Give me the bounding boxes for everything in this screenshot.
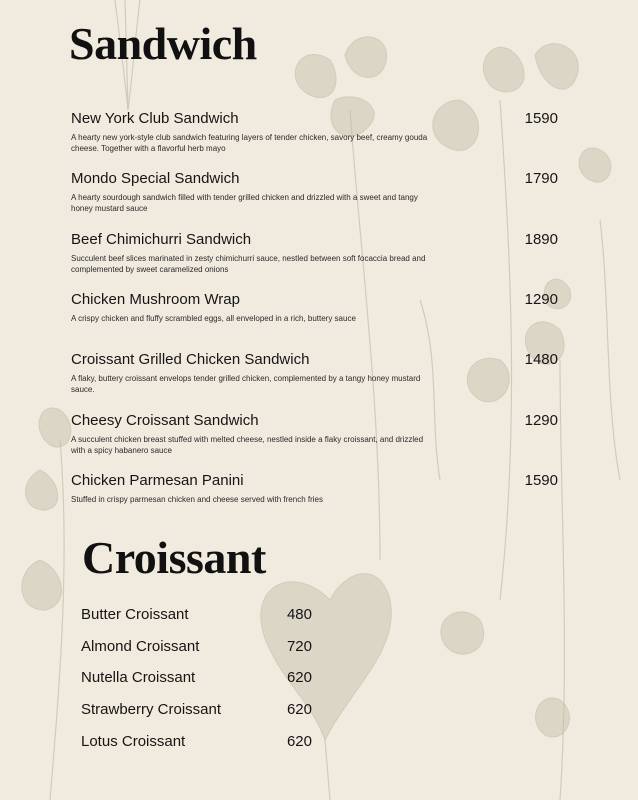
item-description: A crispy chicken and fluffy scrambled eggs, all enveloped in a rich, buttery sauce [71,314,356,323]
item-price: 620 [286,701,312,718]
menu-item [81,701,312,721]
item-price: 1590 [524,472,558,489]
item-description: Stuffed in crispy parmesan chicken and cheese served with french fries [71,495,323,504]
item-price: 620 [286,669,312,686]
item-name: Almond Croissant [81,638,200,655]
item-price: 1590 [524,110,558,127]
menu-item [81,669,312,689]
item-description: A flaky, buttery croissant envelops tender grilled chicken, complemented by a tangy honey mustard sauce. [71,374,421,394]
item-description: A hearty sourdough sandwich filled with tender grilled chicken and drizzled with a sweet and tangy honey mustard sauce [71,193,418,213]
item-name: New York Club Sandwich [71,110,239,127]
item-name: Beef Chimichurri Sandwich [71,231,252,248]
item-price: 1290 [524,412,558,429]
item-name: Cheesy Croissant Sandwich [71,412,259,429]
sandwich-section-title: Sandwich [69,18,257,69]
item-price: 720 [286,638,312,655]
item-name: Chicken Mushroom Wrap [71,291,240,308]
item-description: A hearty new york-style club sandwich featuring layers of tender chicken, savory beef, creamy gouda cheese. Together with a flavorful herb mayo [71,133,428,153]
item-price: 1290 [524,291,558,308]
menu-item [81,733,312,753]
item-description: Succulent beef slices marinated in zesty chimichurri sauce, nestled between soft focaccia bread and complemented by sweet caramelized onions [71,254,426,274]
menu-item [81,606,312,626]
item-name: Butter Croissant [81,606,189,623]
item-price: 620 [286,733,312,750]
item-price: 1480 [524,351,558,368]
item-name: Strawberry Croissant [81,701,222,718]
item-description: A succulent chicken breast stuffed with melted cheese, nestled inside a flaky croissant, and drizzled with a spicy habanero sauce [71,435,424,455]
item-name: Chicken Parmesan Panini [71,472,244,489]
item-price: 480 [286,606,312,623]
item-name: Nutella Croissant [81,669,196,686]
croissant-section-title: Croissant [82,532,266,583]
item-name: Croissant Grilled Chicken Sandwich [71,351,310,368]
item-price: 1790 [524,170,558,187]
menu-item [81,638,312,658]
item-name: Lotus Croissant [81,733,186,750]
item-name: Mondo Special Sandwich [71,170,240,187]
item-price: 1890 [524,231,558,248]
